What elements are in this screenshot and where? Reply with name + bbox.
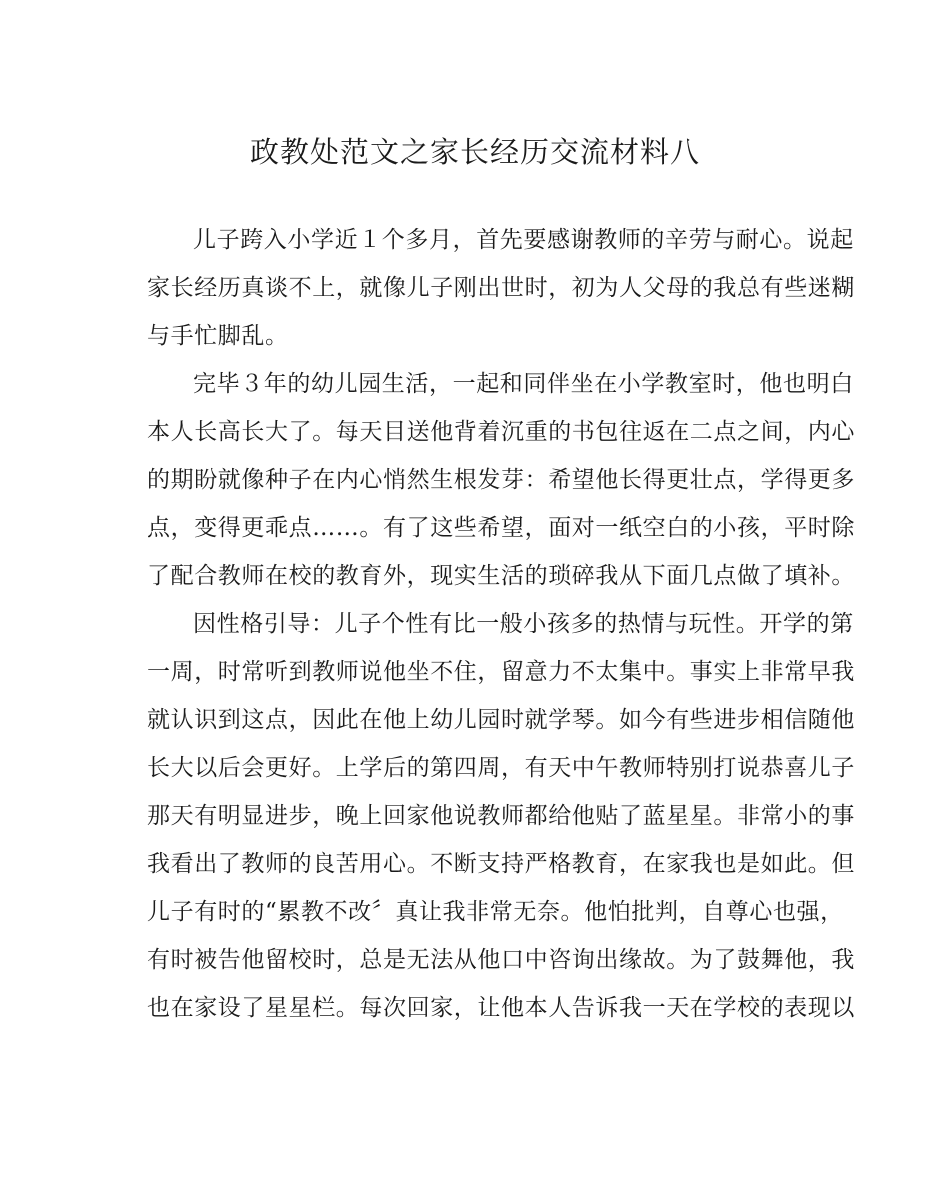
text-line: 家长经历真谈不上，就像儿子刚出世时，初为人父母的我总有些迷糊 bbox=[147, 275, 855, 301]
text-line: 本人长高长大了。每天目送他背着沉重的书包往返在二点之间，内心 bbox=[147, 419, 855, 445]
text-line: 点，变得更乖点……。有了这些希望，面对一纸空白的小孩，平时除 bbox=[147, 515, 855, 541]
text-line: 的期盼就像种子在内心悄然生根发芽：希望他长得更壮点，学得更多 bbox=[147, 467, 855, 493]
text-line: 长大以后会更好。上学后的第四周，有天中午教师特别打说恭喜儿子 bbox=[147, 755, 855, 781]
text-line: 与手忙脚乱。 bbox=[147, 323, 289, 349]
text-line: 因性格引导：儿子个性有比一般小孩多的热情与玩性。开学的第 bbox=[193, 611, 854, 637]
text-line: 就认识到这点，因此在他上幼儿园时就学琴。如今有些进步相信随他 bbox=[147, 707, 855, 733]
text-line: 了配合教师在校的教育外，现实生活的琐碎我从下面几点做了填补。 bbox=[147, 563, 855, 589]
text-line: 那天有明显进步，晚上回家他说教师都给他贴了蓝星星。非常小的事 bbox=[147, 803, 855, 829]
text-line: 一周，时常听到教师说他坐不住，留意力不太集中。事实上非常早我 bbox=[147, 659, 855, 685]
text-line: 儿子跨入小学近１个多月，首先要感谢教师的辛劳与耐心。说起 bbox=[193, 227, 854, 253]
text-line: 完毕３年的幼儿园生活，一起和同伴坐在小学教室时，他也明白 bbox=[193, 371, 854, 397]
text-line: 有时被告他留校时，总是无法从他口中咨询出缘故。为了鼓舞他，我 bbox=[147, 947, 855, 973]
document-title: 政教处范文之家长经历交流材料八 bbox=[249, 135, 700, 169]
text-line: 也在家设了星星栏。每次回家，让他本人告诉我一天在学校的表现以 bbox=[147, 995, 855, 1021]
document-body bbox=[147, 216, 855, 1032]
text-line: 儿子有时的“累教不改〞真让我非常无奈。他怕批判，自尊心也强， bbox=[147, 899, 844, 925]
text-line: 我看出了教师的良苦用心。不断支持严格教育，在家我也是如此。但 bbox=[147, 851, 855, 877]
